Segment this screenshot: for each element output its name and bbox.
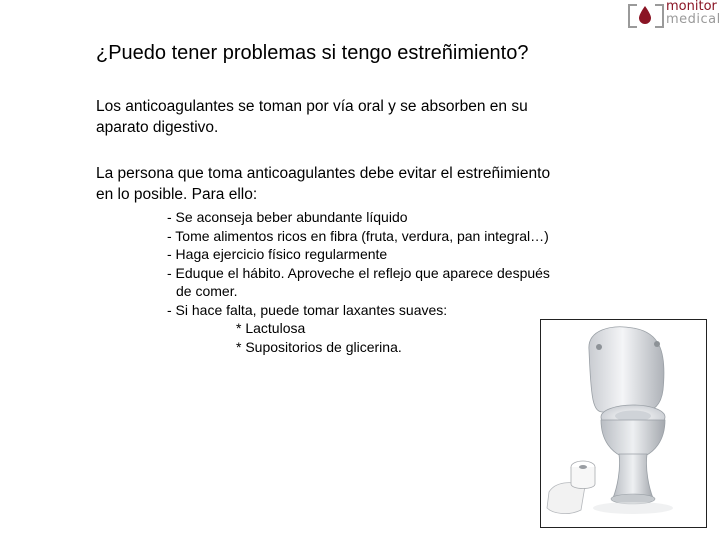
paragraph-line: aparato digestivo. (96, 119, 219, 136)
list-item: - Eduque el hábito. Aproveche el reflejo que aparece después (167, 264, 550, 281)
logo-text-line1: monitor (666, 0, 717, 14)
list-item: - Si hace falta, puede tomar laxantes suaves: (167, 301, 448, 318)
toilet-paper-roll (547, 461, 595, 514)
list-item: - Tome alimentos ricos en fibra (fruta, verdura, pan integral…) (167, 227, 549, 244)
monitor-medical-logo (628, 0, 728, 32)
sub-list-item: * Supositorios de glicerina. (236, 338, 402, 355)
list-item-continuation: de comer. (176, 283, 238, 299)
logo-bracket-right (655, 4, 664, 28)
list-item: - Se aconseja beber abundante líquido (167, 209, 408, 225)
toilet-pedestal (613, 454, 653, 498)
paragraph-absorption (96, 96, 528, 138)
toilet-photo (540, 319, 707, 528)
logo-bracket-left (628, 4, 637, 28)
sub-list-item: * Lactulosa (236, 320, 306, 336)
toilet-illustration (541, 320, 706, 527)
paragraph-line: en lo posible. Para ello: (96, 186, 258, 203)
toilet-lid (589, 327, 664, 412)
blood-drop-icon (637, 5, 653, 25)
slide-title: ¿Puedo tener problemas si tengo estreñimiento? (96, 42, 529, 64)
paragraph-line: Los anticoagulantes se toman por vía oral y se absorben en su (96, 98, 528, 115)
list-item: - Haga ejercicio físico regularmente (167, 246, 388, 262)
advice-list (167, 208, 550, 356)
logo-text-line2: medical (666, 12, 721, 27)
logo-text (666, 0, 721, 26)
toilet-bowl (601, 420, 665, 456)
paragraph-line: La persona que toma anticoagulantes debe evitar el estreñimiento (96, 165, 551, 182)
paragraph-avoid-constipation (96, 163, 550, 205)
